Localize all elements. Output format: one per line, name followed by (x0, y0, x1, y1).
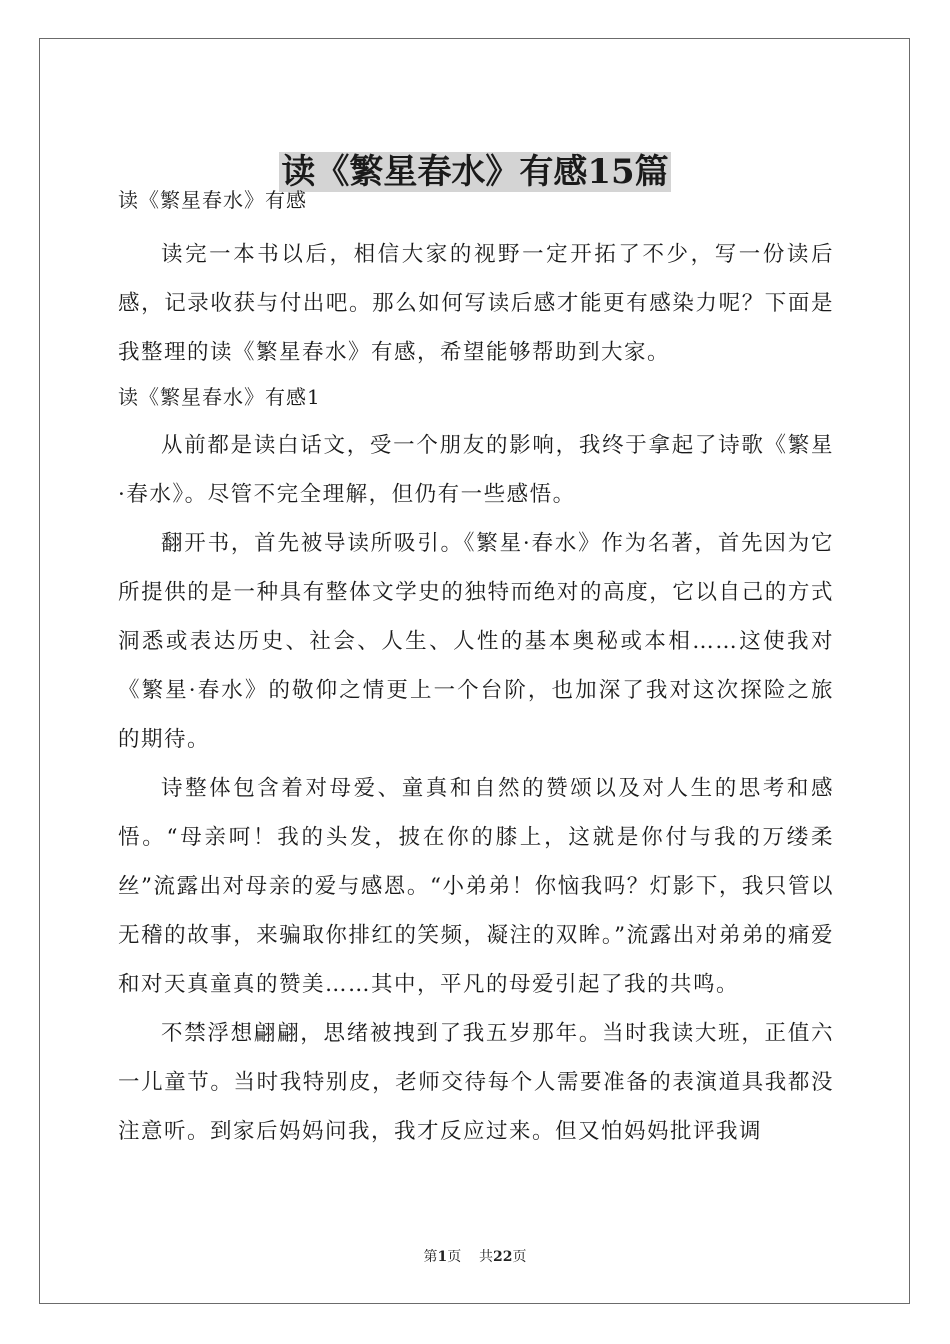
body-paragraph-1: 从前都是读白话文，受一个朋友的影响，我终于拿起了诗歌《繁星·春水》。尽管不完全理解，但仍有一些感悟。 (118, 433, 834, 507)
document-body (118, 182, 834, 1156)
page-footer (0, 1246, 950, 1266)
page-number: 1 (437, 1249, 448, 1265)
intro-paragraph: 读完一本书以后，相信大家的视野一定开拓了不少，写一份读后感，记录收获与付出吧。那么如何写读后感才能更有感染力呢？下面是我整理的读《繁星春水》有感，希望能够帮助到大家。 (118, 242, 834, 365)
body-paragraph-2: 翻开书，首先被导读所吸引。《繁星·春水》作为名著，首先因为它所提供的是一种具有整体文学史的独特而绝对的高度，它以自己的方式洞悉或表达历史、社会、人生、人性的基本奥秘或本相……这使我对《繁星·春水》的敬仰之情更上一个台阶，也加深了我对这次探险之旅的期待。 (118, 531, 834, 752)
body-paragraph-3: 诗整体包含着对母爱、童真和自然的赞颂以及对人生的思考和感悟。“母亲呵！我的头发，披在你的膝上，这就是你付与我的万缕柔丝”流露出对母亲的爱与感恩。“小弟弟！你恼我吗？灯影下，我只管以无稽的故事，来骗取你排红的笑频，凝注的双眸。”流露出对弟弟的痛爱和对天真童真的赞美……其中，平凡的母爱引起了我的共鸣。 (118, 776, 834, 997)
document-title-text: 读《繁星春水》有感15篇 (281, 151, 669, 192)
total-pages: 22 (493, 1249, 513, 1265)
intro-heading: 读《繁星春水》有感 (118, 188, 307, 212)
section-1-heading: 读《繁星春水》有感1 (118, 385, 321, 409)
page-prefix: 第 (423, 1249, 438, 1265)
body-paragraph-4: 不禁浮想翩翩，思绪被拽到了我五岁那年。当时我读大班，正值六一儿童节。当时我特别皮，老师交待每个人需要准备的表演道具我都没注意听。到家后妈妈问我，我才反应过来。但又怕妈妈批评我调 (118, 1021, 834, 1144)
total-suffix: 页 (512, 1249, 527, 1265)
total-prefix: 共 (479, 1249, 494, 1265)
page-suffix: 页 (447, 1249, 462, 1265)
